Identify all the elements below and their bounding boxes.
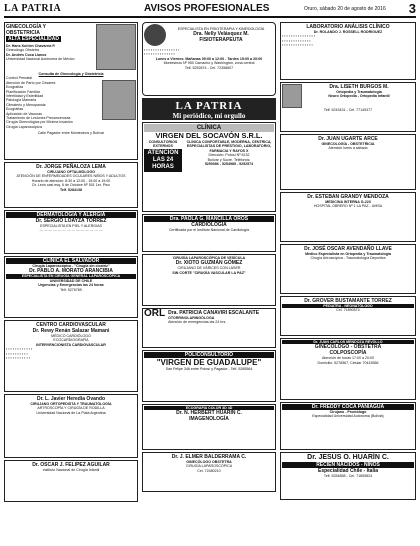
- ad-bustamante: [280, 296, 416, 336]
- doctor-spec: ESPECIALISTA EN CIRUGÍA GENERAL LAPAROSCÓPICA: [6, 274, 136, 278]
- ad-text: Certificada por el Instituto Nacional de Cardiología: [168, 228, 250, 232]
- ad-ugarte: [280, 134, 416, 190]
- doctor-spec: GINECÓLOGO OBSTETRA: [186, 460, 232, 464]
- ad-revollo: [280, 338, 416, 400]
- doctor-spec: Ortopedia y Traumatología: [336, 90, 382, 94]
- service-item: Tratamiento de Lesiones Precancerosas: [6, 116, 71, 121]
- ad-address: Dr. León casi esq. 6 de Octubre Nº 501 1er. Piso: [32, 183, 110, 188]
- ad-title: CLÍNICA EL SALVADOR: [6, 258, 136, 264]
- doctor-spec: CIRUJANO OFTALMÓLOGO: [47, 170, 95, 174]
- doctor-name: Dr. XIOTO GUZMÁN GÓMEZ: [175, 260, 243, 267]
- ad-phone: Telf. 5284138: [59, 187, 83, 192]
- ad-penaloza: [4, 162, 138, 208]
- doctor-spec: GINECOLOGÍA - OBSTETRICIA: [321, 142, 375, 146]
- doctor-spec: CARDIOLOGÍA: [191, 222, 227, 228]
- doctor-name: Dr. FREDDY COCA PANIAGUA: [282, 404, 414, 410]
- column-3: [280, 22, 416, 544]
- service-item: Planificación Familiar: [6, 89, 40, 94]
- doctor-spec: CIRUJANO DE VÁRICES CON LÁSER: [177, 266, 241, 271]
- ad-title: ALTA ESPECIALIDAD: [8, 36, 60, 42]
- ad-ovando: [4, 394, 138, 458]
- ad-text: Especialidad Universidad Autónoma (Bolivia): [312, 414, 384, 419]
- ad-text: UNIVERSIDAD DE CHILE: [49, 278, 93, 283]
- ad-derma: DERMATOLOGÍA Y ALERGIA Dr. SERGIO LOAYZA TÓRREZ ESPECIALISTA EN PIEL Y ALERGIAS — — — — — — — — — — — — — —: [4, 210, 138, 254]
- ad-phone: Domicilio: 5276567, Celular 70415566: [317, 360, 379, 365]
- doctor-name: Dr. JORGE PEÑALOZA LEMA: [36, 164, 106, 170]
- ad-text: CIRUGÍA LAPAROSCÓPICA: [185, 464, 233, 469]
- ad-phone: Telf. 5243431 - Cel. 77149377: [323, 108, 373, 112]
- ad-grandy: [280, 192, 416, 242]
- doctor-spec: MÉDICO CARDIÓLOGO: [51, 334, 91, 338]
- doctor-name: Dr. Rewy Renán Salazar Mamani: [32, 328, 110, 334]
- ad-text: CONSULTORIOS EXTERNOS: [148, 140, 178, 149]
- ad-title: LABORATORIO ANÁLISIS CLÍNICO: [306, 24, 390, 30]
- brand-name: LA PATRIA: [175, 100, 243, 112]
- doctor-spec: IMAGENOLOGÍA: [189, 416, 229, 423]
- doctor-spec: GINECÓLOGO - OBSTETRA: [314, 344, 382, 351]
- doctor-name: Dra. PATRICIA CANAVIRI ESCALANTE: [168, 310, 260, 316]
- doctor-name: Dr. GROVER BUSTAMANTE TORREZ: [304, 298, 392, 304]
- ad-mancilla: [142, 214, 276, 252]
- ad-photo: [96, 24, 136, 70]
- ad-text: INTERVENCIONISTA CARDIOVASCULAR: [36, 342, 106, 347]
- ad-title: CENTRO CARDIOVASCULAR: [36, 322, 106, 328]
- ad-address: Bolívar y Sucre. Teléfonos:: [207, 157, 251, 162]
- service-item: Aplicación de Vacunas: [6, 111, 43, 116]
- doctor-name: Dr. JUAN UGARTE ARCE: [318, 136, 378, 142]
- service-item: Atención de Parto por Cesárea: [6, 80, 56, 85]
- doctor-name: Dr. PABLO A. MORATO ARANCIBIA: [29, 268, 113, 275]
- ad-address: Calle Pagador entre Montecinos y Bolívar: [37, 131, 105, 136]
- consult-heading: Consulta de Ginecología y Obstetricia: [38, 72, 104, 76]
- ad-lab: LABORATORIO ANÁLISIS CLÍNICO Dr. ROLANDO J. ROSSELL RODRIGUEZ ▪ ▪ ▪ ▪ ▪ ▪ ▪ ▪ ▪ ▪ ▪ ▪ ▪ ▪ ▪ ▪ ▪ ▪ ▪ ▪ ▪ ▪ ▪ ▪ ▪ ▪ ▪ ▪ ▪ ▪ ▪ ▪ ▪ ▪ ▪ ▪ ▪ ▪ ▪ ▪ ▪ ▪: [280, 22, 416, 80]
- service-item: Ecografías: [6, 85, 24, 90]
- ad-balderrama: [142, 452, 276, 492]
- ad-title: OBSTETRICIA: [6, 30, 40, 36]
- ad-orl: [142, 308, 276, 348]
- doctor-spec: OTORRINOLARINGÓLOGA: [168, 316, 215, 320]
- doctor-spec: RECIÉN NACIDOS - NIÑOS: [282, 462, 414, 468]
- ad-phone: Cel. 71890574: [336, 308, 360, 313]
- ad-text: Urgencias y Emergencias las 24 horas: [38, 283, 104, 288]
- ad-address: Dirección: Potosí Nº 6132: [208, 153, 250, 158]
- ad-photo: [102, 80, 136, 120]
- section-title: AVISOS PROFESIONALES: [144, 3, 270, 14]
- doctor-spec: CIRUJANO ORTOPEDISTA Y TRAUMATOLOGÍA: [30, 402, 112, 406]
- ad-subtitle: Cirugía Laparoscópica - "Cirugía sin cicatriz": [32, 264, 110, 268]
- service-item: Control Prenatal: [6, 76, 32, 81]
- ad-phone: Telf. 5252874 - Cel. 72358607: [184, 65, 234, 70]
- ad-aguirre: [4, 460, 138, 502]
- doctor-name: Dra. Nelly Velásquez M.: [193, 31, 249, 38]
- service-item: Ecografías: [6, 107, 24, 112]
- ad-text: CLÍNICA CONFORTABLE, MODERNA, CENTRICA, ESPECIALISTAS DE PRESTIGIO, LABORATORIO, FARMACIA Y RAYOS X: [186, 140, 272, 153]
- ad-phone: Cel. 72480210: [197, 468, 221, 473]
- ad-phone: Telf. 5254858 - Cel. 71659824: [323, 474, 373, 478]
- doctor-name: Dr. L. Javier Heredia Ovando: [36, 396, 106, 402]
- doctor-spec: FISIOTERAPEUTA: [199, 37, 243, 44]
- ad-guzman: [142, 254, 276, 306]
- ad-burgos: [280, 82, 416, 132]
- ad-phone: 5250086 - 5254985 - 5252574: [204, 162, 254, 167]
- ad-text: HOSPITAL OBRERO Nº 1 LA PAZ - UMSA: [313, 204, 383, 209]
- doctor-name: Dr. Andrés Coca Llanos: [6, 52, 47, 57]
- ad-salvador: [4, 256, 138, 318]
- doctor-name: Dr. Hans Kuhlen Chavarría P.: [6, 44, 56, 48]
- doctor-name: Dr. JESÚS O. HUARÍN C.: [307, 454, 389, 461]
- ad-phone: Telf. 5276789: [60, 287, 82, 292]
- service-item: Cirugía Ginecológica por Mínima Invasión: [6, 120, 73, 125]
- ad-tag: ORL: [144, 308, 166, 319]
- ad-avendano: [280, 244, 416, 294]
- service-item: Climaterio y Menopausia: [6, 102, 46, 107]
- doctor-spec: ARTROSCOPÍA Y CIRUGÍA DE RODILLA: [37, 406, 105, 411]
- ad-address: San Felipe 346 entre Potosí y Pagador - Telf. 5285564: [165, 367, 253, 371]
- doctor-name: Dr. OSCAR J. FELIPEZ AGUILAR: [32, 462, 110, 468]
- doctor-spec: ESPECIALISTA EN PIEL Y ALERGIAS: [40, 224, 102, 228]
- issue-date: Oruro, sábado 20 de agosto de 2016: [304, 6, 386, 12]
- doctor-spec: Médico Especialista en Ortopedia y Traumatología: [305, 252, 391, 256]
- clinic-name: "VIRGEN DE GUADALUPE": [156, 358, 262, 367]
- ad-org: ESPECIALISTA EN FISIOTERAPIA Y KINESIOLOGÍA: [177, 26, 265, 31]
- ad-text: ATENCIÓN DE ENFERMEDADES OCULARES NIÑOS Y ADULTOS: [16, 174, 126, 179]
- ad-cardio: CENTRO CARDIOVASCULAR Dr. Rewy Renán Salazar Mamani MÉDICO CARDIÓLOGO ECOCARDIOGRAFÍA INTERVENCIONISTA CARDIOVASCULAR ▪ ▪ ▪ ▪ ▪ ▪ ▪ ▪ ▪ ▪ ▪ ▪ ▪ ▪ ▪ ▪ ▪ ▪ ▪ ▪ ▪ ▪ ▪ ▪ ▪ ▪ ▪ ▪ ▪ ▪ ▪ ▪ ▪: [4, 320, 138, 392]
- ad-coca: [280, 402, 416, 450]
- doctor-name: Dr. J. ELMER BALDERRAMA C.: [171, 454, 247, 460]
- page-number: 3: [408, 1, 416, 16]
- ad-hours: Atención de emergencias las 24 hrs.: [168, 320, 227, 325]
- publication-name: LA PATRIA: [4, 3, 62, 14]
- doctor-name: Dr. JOSÉ OSCAR AVENDAÑO LLAVE: [304, 246, 392, 252]
- doctor-spec: MEDICINA INTERNA G-223: [325, 200, 371, 204]
- ad-title: POLICONSULTORIO: [144, 352, 274, 358]
- ad-hours: Atención lunes a sábado: [328, 146, 368, 151]
- ad-title: ECOGRAFÍA COLOR 3D 4D: [144, 406, 274, 410]
- doctor-name: Dr. ROLANDO J. ROSSELL RODRIGUEZ: [313, 30, 383, 34]
- ad-hours: Atención de horas 17:00 a 20:00: [322, 356, 374, 361]
- doctor-spec: Universidad Nacional Autónoma de México: [6, 57, 75, 62]
- ad-text: Cirugía Artroscópica - Traumatología Deportiva: [310, 256, 386, 261]
- doctor-spec: Cirujano - Proctólogo: [329, 410, 367, 414]
- ad-photo: [282, 84, 302, 108]
- column-1: [4, 22, 138, 544]
- ad-title: CLÍNICA: [144, 124, 274, 132]
- service-item: Cirugía Laparoscópica: [6, 124, 42, 129]
- ad-socavon: [142, 122, 276, 212]
- ad-gineco: [4, 22, 138, 160]
- doctor-name: Dr. SERGIO LOAYZA TÓRREZ: [35, 218, 107, 224]
- ad-text: Universidad Nacional de La Plata Argentina: [36, 410, 106, 415]
- ad-text: ECOCARDIOGRAFÍA: [53, 338, 89, 343]
- doctor-name: Dr. N. HERBERT HUARÍN C.: [176, 410, 242, 417]
- ad-huarin-ped: [280, 452, 416, 500]
- ad-highlight: ATENCIÓN LAS 24 HORAS: [144, 149, 182, 172]
- doctor-name: Dr. ESTEBAN GRANDY MENDOZA: [307, 194, 389, 200]
- ad-hours: Lunes a Viernes: Mañanas 09:00 a 12:00 - Tardes 15:00 a 20:00: [155, 56, 263, 61]
- ad-text: SIN CORTE "CIRUGÍA VASCULAR LA PAZ": [172, 270, 246, 275]
- page-header: [4, 2, 416, 18]
- column-2: [142, 22, 276, 544]
- ad-guadalupe: [142, 350, 276, 402]
- doctor-name: Dra. LISETH BURGOS M.: [329, 84, 389, 90]
- doctor-name: Dr. JUAN CARLOS MENDOZA REVOLLO: [282, 340, 414, 344]
- doctor-name: Dra. PAOLA G. MANCILLA OROS: [144, 216, 274, 222]
- clinic-logo-icon: [144, 24, 166, 46]
- service-item: Infertilidad y Esterilidad: [6, 94, 44, 99]
- ad-nelly: ESPECIALISTA EN FISIOTERAPIA Y KINESIOLOGÍA Dra. Nelly Velásquez M. FISIOTERAPEUTA ▪ ▪ ▪ ▪ ▪ ▪ ▪ ▪ ▪ ▪ ▪ ▪ ▪ ▪ ▪ ▪ ▪ ▪ ▪ ▪ ▪ ▪ ▪ ▪ ▪ ▪ ▪ ▪ ▪ ▪ Lunes a Viernes: Mañanas 09:00 a 12:00 - Tardes 15:00 a 20:00 Montesinos Nº 950 Camacho y Washington, zona central Telf. 5252874 - Cel. 72358607: [142, 22, 276, 96]
- ad-address: Montesinos Nº 950 Camacho y Washington, zona central: [163, 61, 255, 66]
- newspaper-brand-banner: [142, 98, 276, 120]
- ad-text: Especialidad Chile - Italia: [317, 468, 379, 474]
- ad-hours: Horario de atención: 8:30 a 12:00 - 15:00 a 19:00: [31, 178, 111, 183]
- doctor-spec: Neuro Ortopedia - Ortopedia Infantil: [328, 94, 390, 99]
- doctor-spec: PEDIATRA - NEONATÓLOGO: [282, 304, 414, 308]
- clinic-name: VIRGEN DEL SOCAVÓN S.R.L.: [155, 131, 263, 140]
- ad-title: DERMATOLOGÍA Y ALERGIA: [6, 212, 136, 218]
- doctor-spec: Instituto Nacional de Cirugía Infantil: [42, 468, 100, 472]
- ad-title: GINECOLOGÍA Y: [6, 24, 47, 30]
- doctor-spec: COLPOSCOPÍA: [329, 350, 367, 357]
- brand-slogan: Mi periódico, mi orgullo: [172, 112, 246, 120]
- ad-huarin-eco: [142, 404, 276, 450]
- service-item: Patología Mamaria: [6, 98, 37, 103]
- doctor-spec: Ginecólogo Obstetra: [6, 48, 39, 53]
- ad-title: CIRUGÍA LAPAROSCÓPICA DE VESÍCULA: [172, 256, 246, 260]
